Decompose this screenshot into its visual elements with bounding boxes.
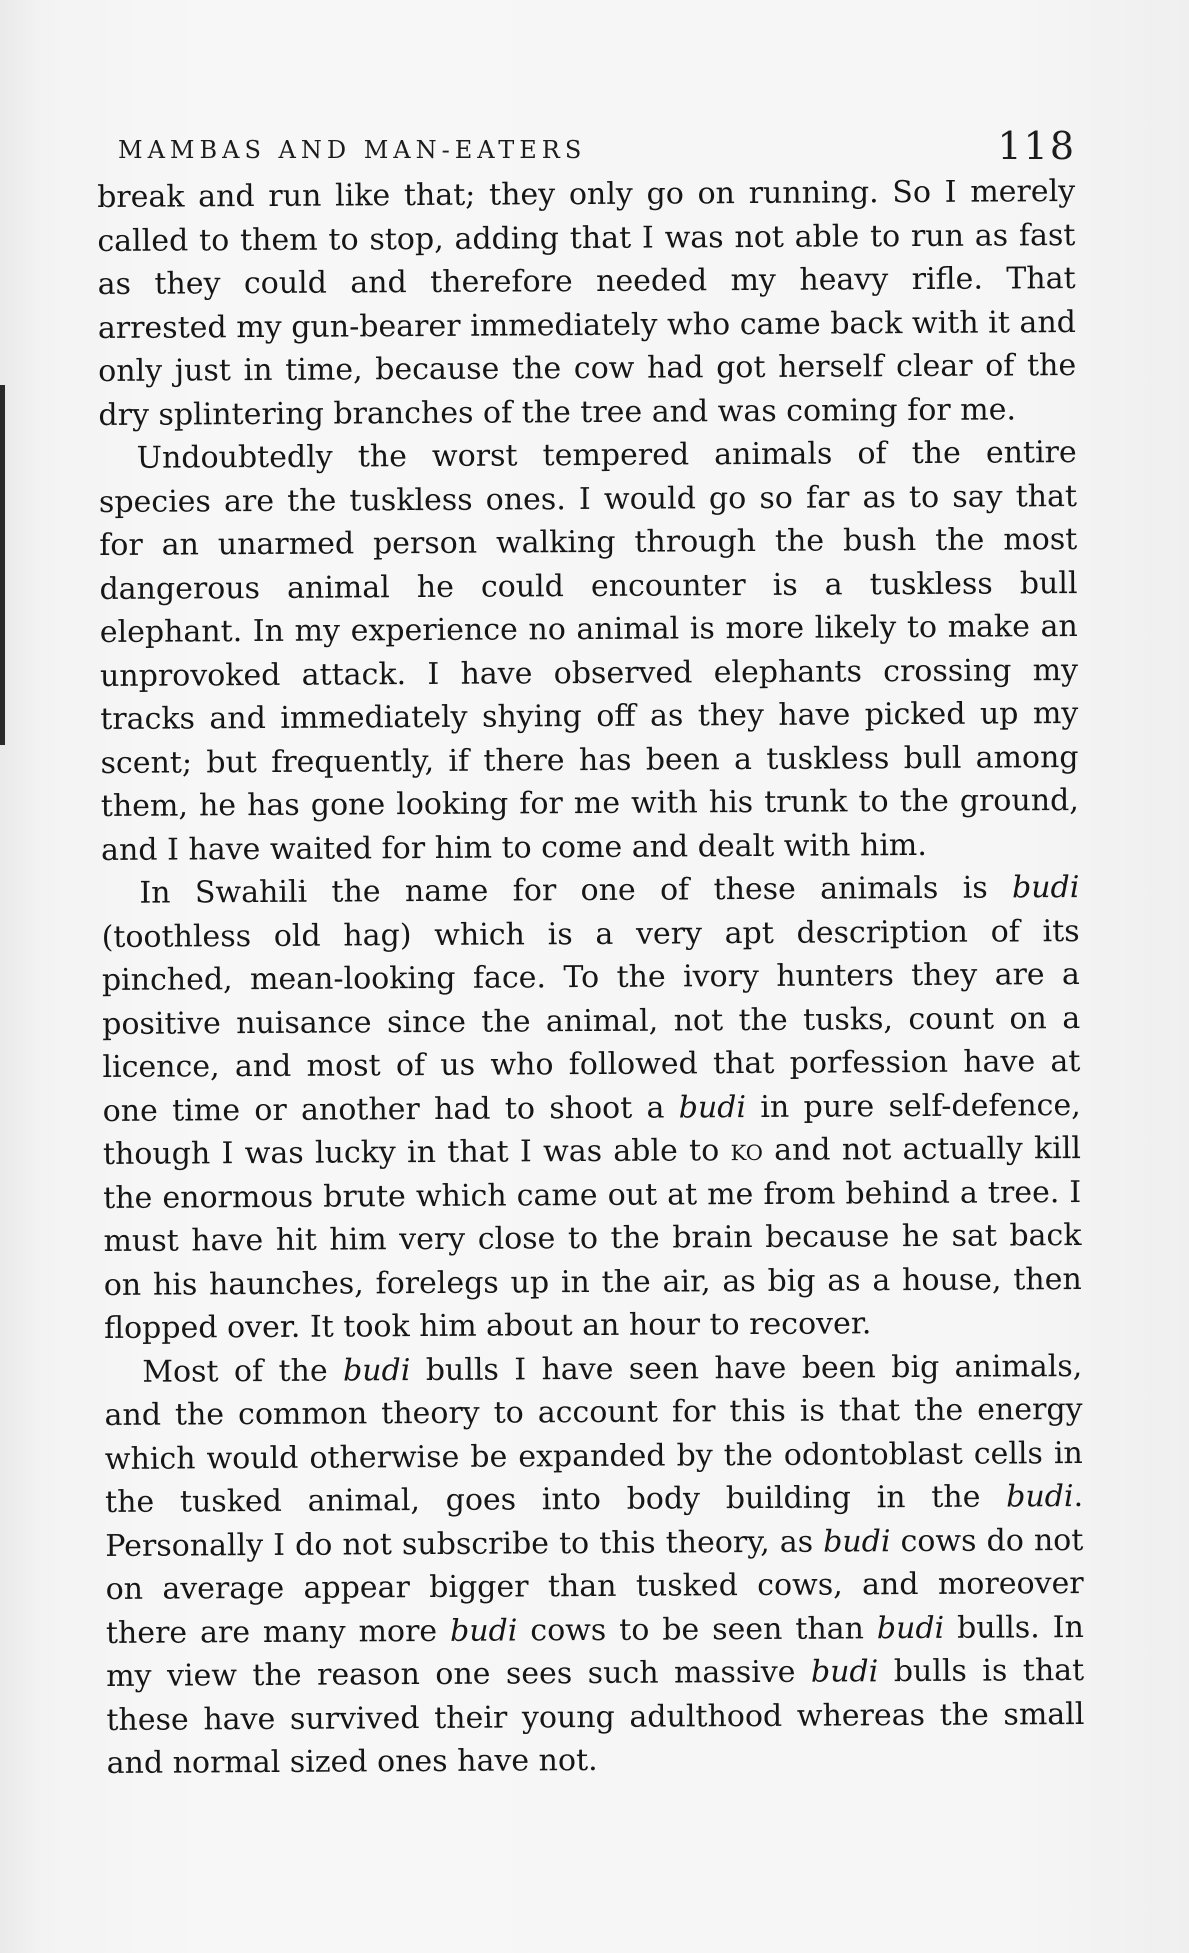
paragraph-3 [101,866,1082,1350]
text-run: bulls is that these have survived their young adulthood whereas the small and normal sized ones have not. [106,1652,1085,1781]
text-run: and not actually kill the enormous brute which came out at me from behind a tree. I must have hit him very close to the brain because he sat back on his haunches, forelegs up in the air, as big as a house, then flopped over. It took him about an hour to recover. [103,1131,1082,1346]
text-run: In Swahili the name for one of these animals is [139,870,1013,911]
text-run: cows to be seen than [517,1610,877,1648]
text-run: in pure self-defence, though I was lucky in that I was able to [102,1087,1081,1172]
italic-term: budi [810,1654,879,1690]
italic-term: budi [342,1352,411,1389]
italic-term: budi [823,1523,891,1560]
paragraph-2: Undoubtedly the worst tempered animals of the entire species are the tuskless ones. I would go so far as to say that for an unarmed person walking through the bush the most dangerous animal he could encounter is a tuskless bull elephant. In my experience no animal is more likely to make an unprovoked attack. I have observed elephants crossing my tracks and immediately shying off as they have picked up my scent; but frequently, if there has been a tuskless bull among them, he has gone looking for me with his trunk to the ground, and I have waited for him to come and dealt with him. [98,435,1079,868]
body-text [97,170,1085,1785]
italic-term: budi [876,1610,945,1646]
italic-term: budi [449,1612,518,1649]
italic-term: budi [678,1089,747,1125]
italic-term: budi [1011,870,1080,906]
text-run: (toothless old hag) which is a very apt description of its pinched, mean-looking face. To the ivory hunters they are a positive nuisance since the animal, not the tusks, count on a licence, and most of us who followed that porfession have at one time or another had to shoot a [101,913,1081,1129]
italic-term: budi [1006,1479,1074,1515]
paragraph-1: break and run like that; they only go on running. So I merely called to them to stop, adding that I was not able to run as fast as they could and therefore needed my heavy rifle. That arrested my gun-bearer immediately who came back with it and only just in time, because the cow had got herself clear of the dry splintering branches of the tree and was coming for me. [97,174,1077,433]
text-run: . Personally I do not subscribe to this theory, as [105,1479,1084,1564]
page-number: 118 [997,124,1076,168]
text-run: Most of the [142,1353,344,1390]
text-run: bulls. In my view the reason one sees such massive [106,1609,1084,1694]
running-title: MAMBAS AND MAN-EATERS [118,136,587,164]
text-run: cows do not on average appear bigger than tusked cows, and moreover there are many more [105,1522,1084,1651]
paragraph-4 [104,1345,1085,1786]
small-caps-term: ko [730,1132,763,1169]
running-head [118,124,1076,174]
text-run: bulls I have seen have been big animals, and the common theory to account for this is that the energy which would otherwise be expanded by the odontoblast cells in the tusked animal, goes into body building in the [104,1348,1083,1520]
